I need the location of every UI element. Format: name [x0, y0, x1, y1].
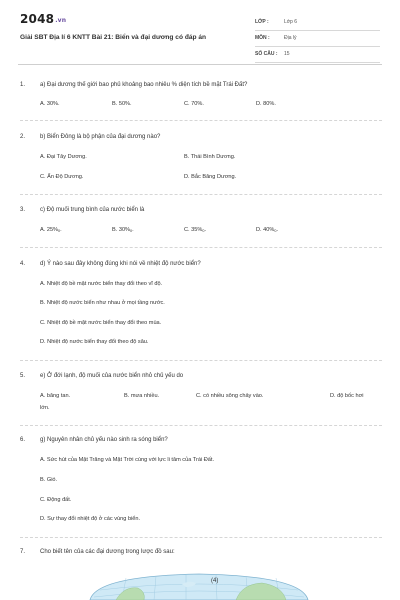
question-number: 4.	[20, 261, 26, 267]
meta-key: MÔN :	[255, 35, 270, 41]
option-subscript: 0	[130, 229, 133, 233]
option-c[interactable]: C. Động đất.	[40, 497, 72, 503]
question-stem: d) Ý nào sau đây không đúng khi nói về nhiệt độ nước biển?	[40, 261, 201, 267]
question-separator	[20, 360, 382, 362]
option-c[interactable]: C. Nhiệt độ bề mặt nước biển thay đổi theo mùa.	[40, 320, 162, 326]
option-d[interactable]: D. 80%.	[256, 101, 276, 107]
option-b[interactable]: B. Nhiệt độ nước biển như nhau ở mọi tầng nước.	[40, 300, 165, 306]
meta-table	[255, 15, 380, 63]
meta-value: Địa lý	[284, 35, 297, 41]
option-subscript: 0	[274, 229, 277, 233]
meta-row-subject	[255, 31, 380, 47]
option-d[interactable]: D. Bắc Băng Dương.	[184, 174, 237, 180]
option-subscript: 0	[202, 229, 205, 233]
option-text: C. 35%	[184, 227, 203, 233]
option-c[interactable]: C. $35\%_0$.	[184, 227, 207, 233]
option-a[interactable]: A. Nhiệt độ bề mặt nước biển thay đổi theo vĩ độ.	[40, 281, 163, 287]
option-d[interactable]: D. Nhiệt độ nước biển thay đổi theo độ sâu.	[40, 339, 149, 345]
option-b[interactable]: B. Thái Bình Dương.	[184, 154, 236, 160]
logo-text: 2048	[20, 12, 55, 26]
option-c[interactable]: C. có nhiều sông chảy vào.	[196, 393, 264, 399]
option-b[interactable]: B. mưa nhiều.	[124, 393, 160, 399]
question-stem: c) Độ muối trung bình của nước biển là	[40, 207, 145, 213]
question-stem: g) Nguyên nhân chủ yếu nào sinh ra sóng biển?	[40, 437, 168, 443]
option-subscript: 0	[58, 229, 61, 233]
question-stem: a) Đại dương thế giới bao phủ khoảng bao nhiêu % diện tích bề mặt Trái Đất?	[40, 82, 248, 88]
ocean-map	[86, 570, 312, 600]
option-c[interactable]: C. Ấn Độ Dương.	[40, 174, 84, 180]
logo-suffix: .vn	[55, 17, 67, 24]
question-number: 3.	[20, 207, 26, 213]
option-d-continued: lớn.	[40, 405, 50, 411]
meta-key: LỚP :	[255, 19, 269, 25]
option-a[interactable]: A. Sức hút của Mặt Trăng và Mặt Trời cùng với lực li tâm của Trái Đất.	[40, 457, 214, 463]
question-number: 5.	[20, 373, 26, 379]
meta-row-class	[255, 15, 380, 31]
meta-value: Lớp 6	[284, 19, 298, 25]
option-text: D. 40%	[256, 227, 275, 233]
document-title: Giải SBT Địa lí 6 KNTT Bài 21: Biển và đại dương có đáp án	[20, 34, 207, 41]
question-separator	[20, 194, 382, 196]
header-divider	[18, 64, 382, 65]
option-a[interactable]: A. Đại Tây Dương.	[40, 154, 87, 160]
question-number: 7.	[20, 549, 26, 555]
question-number: 6.	[20, 437, 26, 443]
world-map-image	[86, 570, 312, 600]
question-separator	[20, 247, 382, 249]
question-stem: b) Biển Đông là bộ phận của đại dương nào?	[40, 134, 161, 140]
page-header	[0, 0, 400, 62]
question-number: 2.	[20, 134, 26, 140]
option-d[interactable]: D. $40\%_0$.	[256, 227, 279, 233]
option-text: B. 30%	[112, 227, 131, 233]
map-label: (4)	[211, 578, 219, 584]
option-a[interactable]: A. băng tan.	[40, 393, 71, 399]
option-b[interactable]: B. $30\%_0$.	[112, 227, 134, 233]
option-d[interactable]: D. độ bốc hơi	[330, 393, 364, 399]
option-a[interactable]: A. $25\%_0$.	[40, 227, 62, 233]
meta-row-count	[255, 47, 380, 63]
question-stem: Cho biết tên của các đại dương trong lược đồ sau:	[40, 549, 175, 555]
question-stem: e) Ở đới lạnh, độ muối của nước biển nhỏ chủ yếu do	[40, 373, 184, 379]
meta-value: 15	[284, 51, 290, 57]
option-c[interactable]: C. 70%.	[184, 101, 204, 107]
meta-key: SỐ CÂU :	[255, 51, 278, 57]
question-separator	[20, 425, 382, 427]
option-b[interactable]: B. Gió.	[40, 477, 58, 483]
option-a[interactable]: A. 30%.	[40, 101, 60, 107]
question-separator	[20, 537, 382, 539]
question-separator	[20, 120, 382, 122]
site-logo[interactable]	[20, 12, 66, 26]
option-d[interactable]: D. Sự thay đổi nhiệt độ ở các vùng biển.	[40, 516, 141, 522]
question-number: 1.	[20, 82, 26, 88]
option-b[interactable]: B. 50%.	[112, 101, 132, 107]
option-text: A. 25%	[40, 227, 59, 233]
